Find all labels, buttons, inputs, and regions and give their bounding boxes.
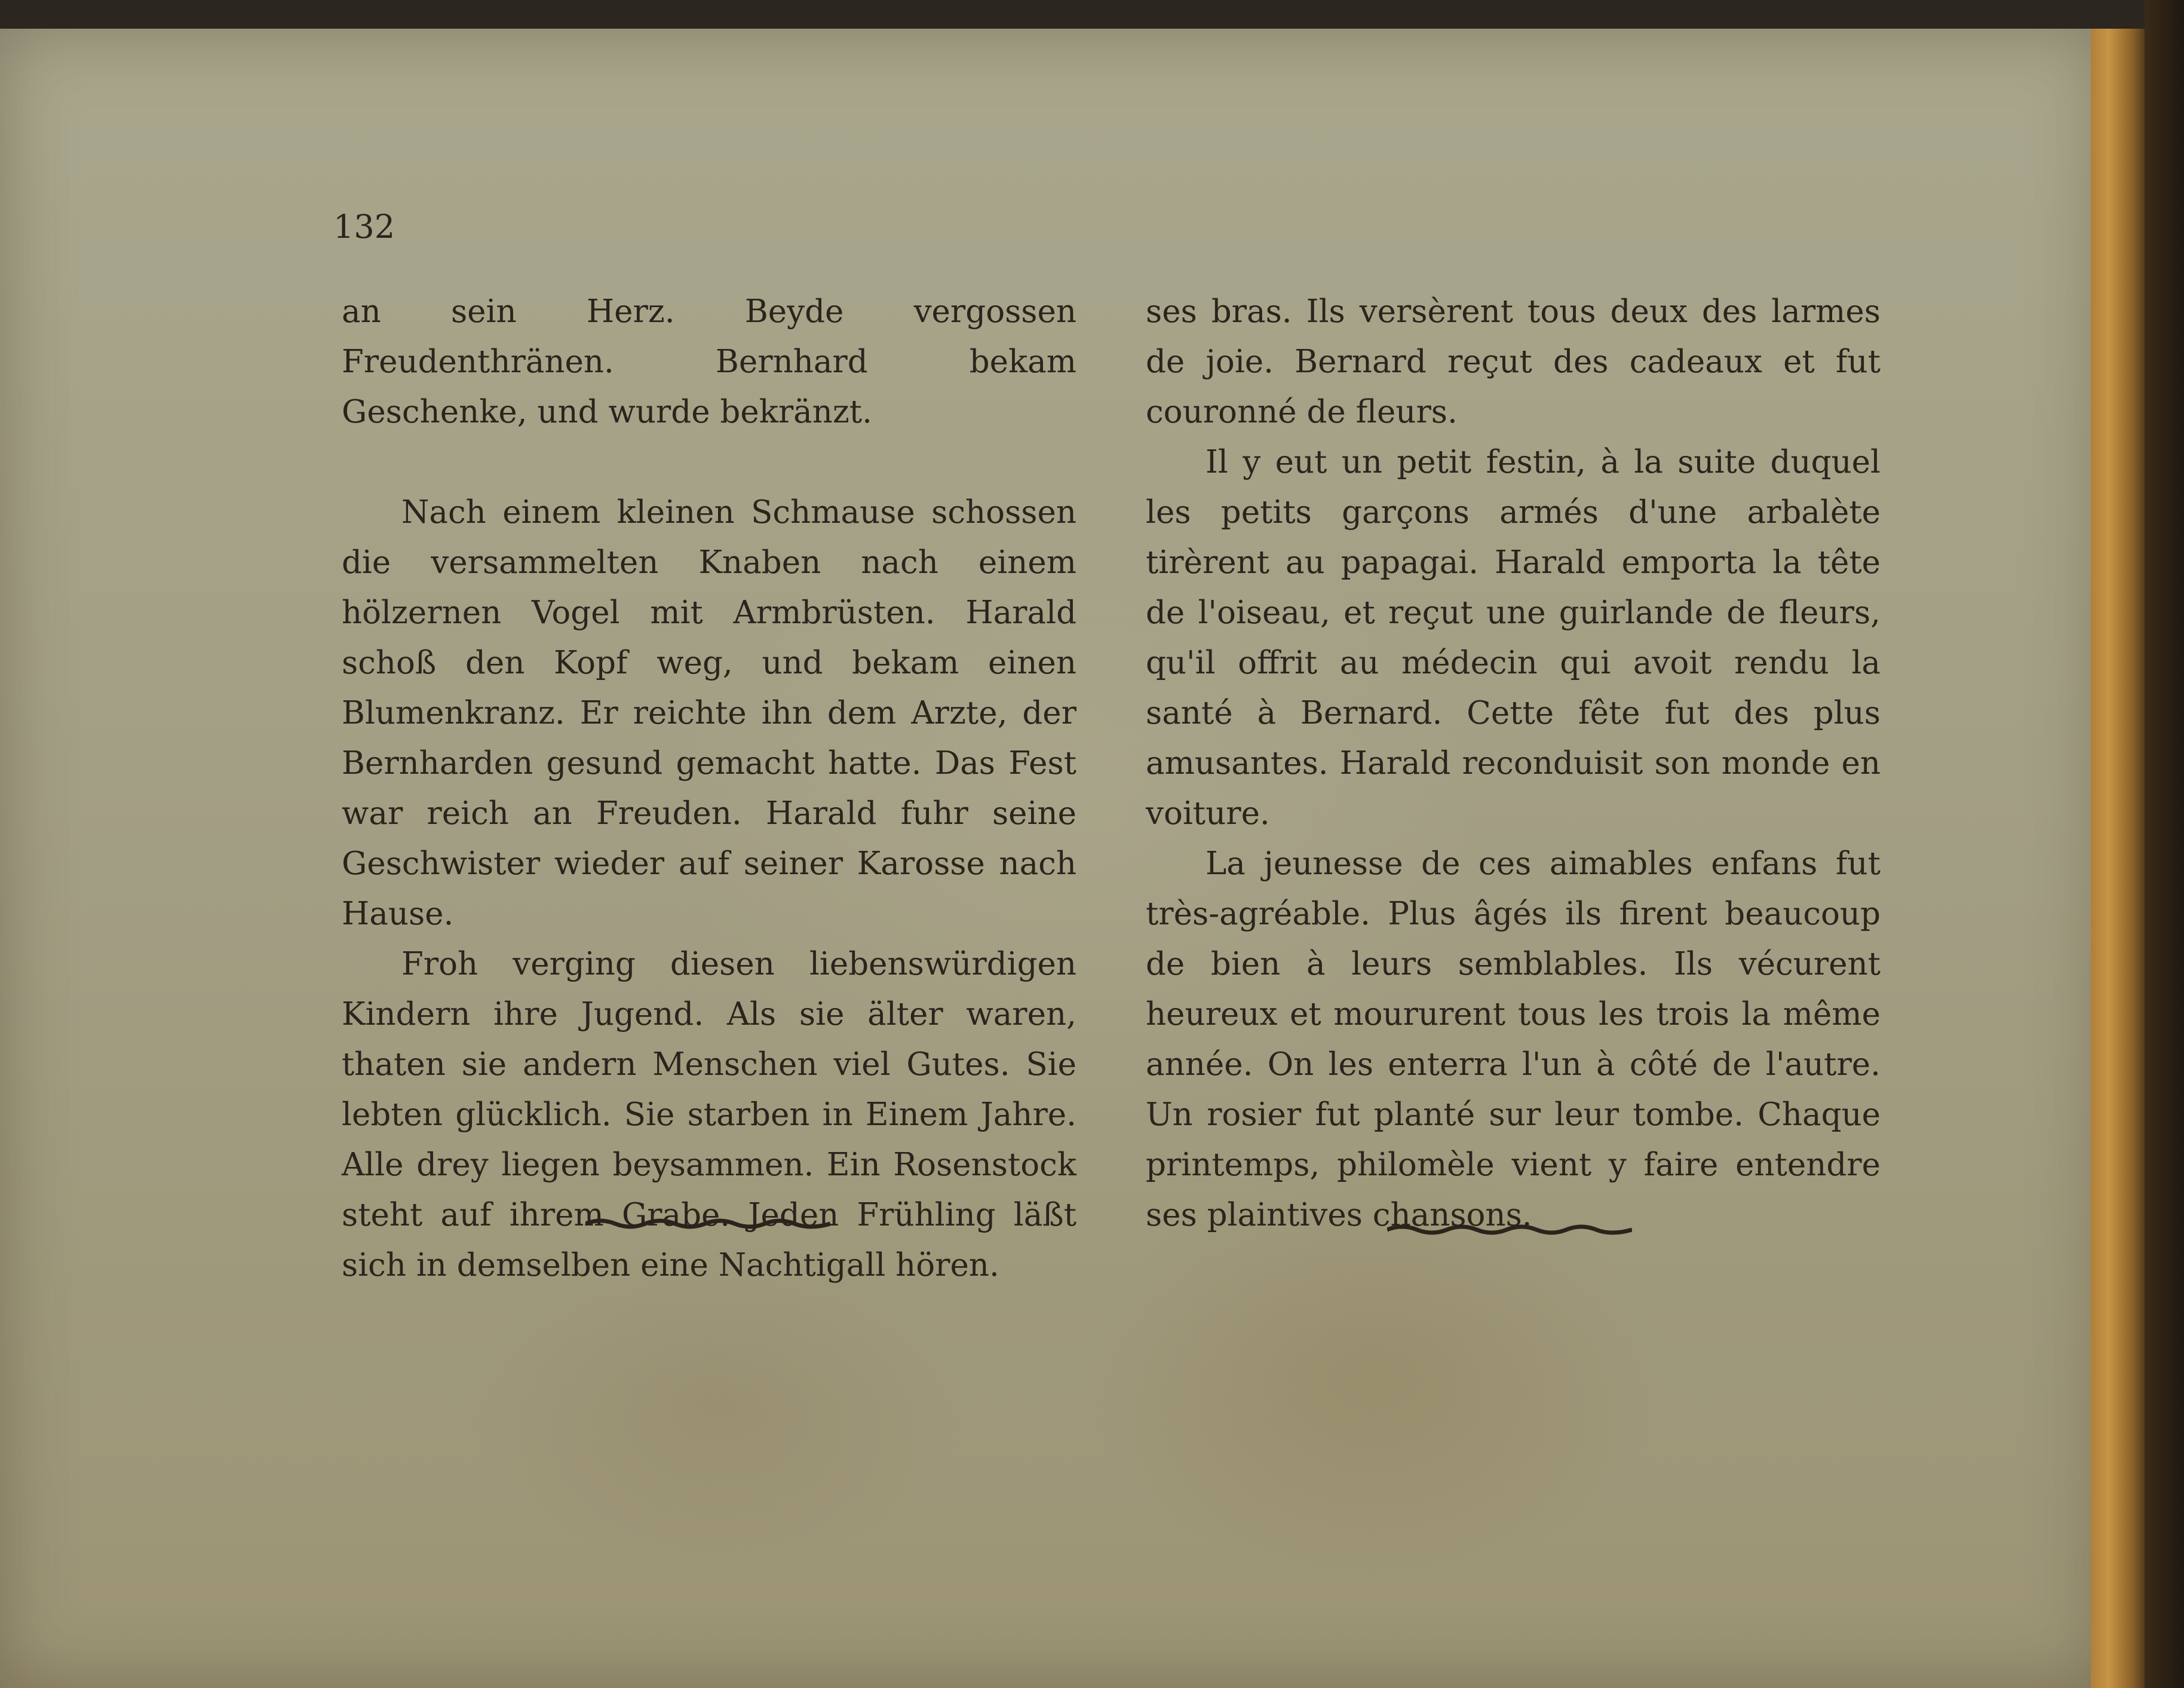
page-edge xyxy=(2091,29,2151,1688)
french-paragraph-3: La jeunesse de ces aimables enfans fut très-agréable. Plus âgés ils firent beaucoup de bien à leurs semblables. Ils vécurent heureux et moururent tous les trois la même année. On les enterra l'un à côté de l'autre. Un rosier fut planté sur leur tombe. Chaque printemps, philomèle vient y faire entendre ses plaintives chansons. xyxy=(1146,845,1881,1233)
german-end-ornament xyxy=(585,1215,830,1233)
german-paragraph-2: Nach einem kleinen Schmause schossen die versammelten Knaben nach einem hölzernen Vogel mit Armbrüsten. Harald schoß den Kopf weg, und bekam einen Blumenkranz. Er reichte ihn dem Arzte, der Bernharden gesund gemacht hatte. Das Fest war reich an Freuden. Harald fuhr seine Geschwister wieder auf seiner Karosse nach Hause. xyxy=(342,494,1076,932)
german-paragraph-3: Froh verging diesen liebenswürdigen Kindern ihre Jugend. Als sie älter waren, thaten sie andern Menschen viel Gutes. Sie lebten glücklich. Sie starben in Einem Jahre. Alle drey liegen beysammen. Ein Rosenstock steht auf ihrem Grabe. Jeden Frühling läßt sich in demselben eine Nachtigall hören. xyxy=(342,946,1076,1283)
french-column xyxy=(1146,287,1881,1240)
french-paragraph-1: ses bras. Ils versèrent tous deux des larmes de joie. Bernard reçut des cadeaux et fut couronné de fleurs. xyxy=(1146,293,1881,430)
french-end-ornament xyxy=(1387,1221,1632,1239)
binding-shadow xyxy=(2145,0,2184,1688)
french-paragraph-2: Il y eut un petit festin, à la suite duquel les petits garçons armés d'une arbalète tirèrent au papagai. Harald emporta la tête de l'oiseau, et reçut une guirlande de fleurs, qu'il offrit au médecin qui avoit rendu la santé à Bernard. Cette fête fut des plus amusantes. Harald reconduisit son monde en voiture. xyxy=(1146,444,1881,832)
page-number: 132 xyxy=(333,208,395,246)
german-paragraph-1: an sein Herz. Beyde vergossen Freudenthränen. Bernhard bekam Geschenke, und wurde bekränzt. xyxy=(342,293,1076,430)
german-column xyxy=(342,287,1076,1291)
book-page xyxy=(0,29,2103,1688)
